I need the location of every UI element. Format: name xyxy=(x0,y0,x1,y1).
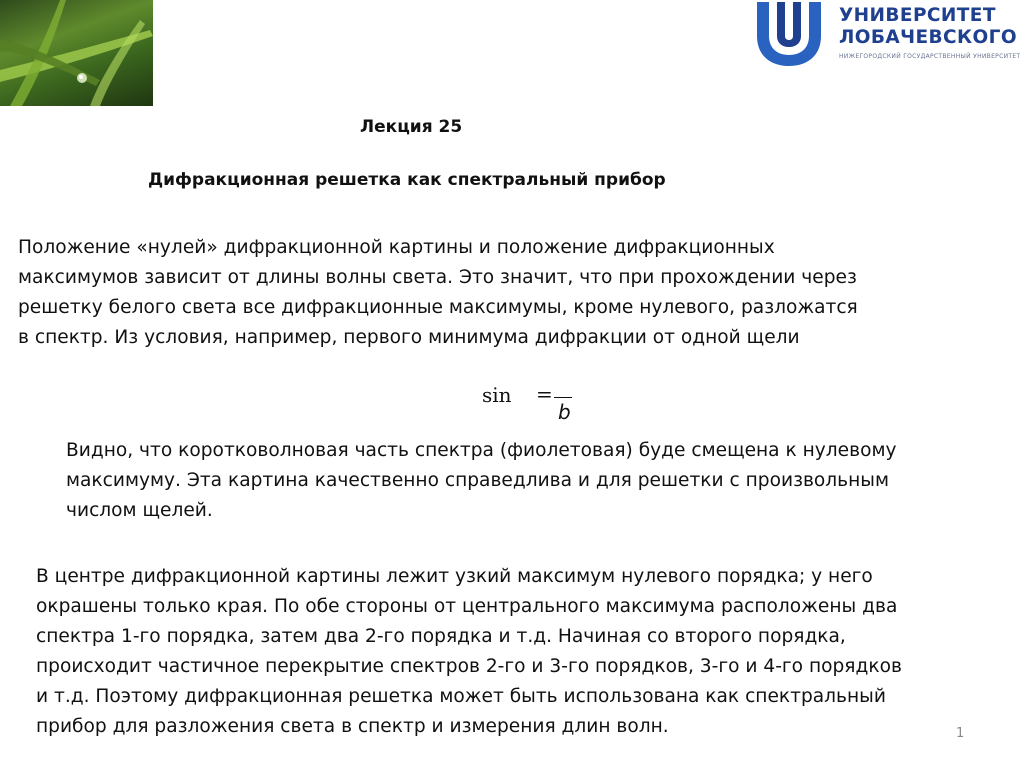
university-logo xyxy=(753,0,1021,70)
formula xyxy=(482,380,592,430)
formula-denominator: b xyxy=(558,400,571,424)
formula-equals: = xyxy=(536,382,553,406)
paragraph-2: Видно, что коротковолновая часть спектра (фиолетовая) буде смещена к нулевому максимуму. Эта картина качественно справедлива и для решетки с произвольным числом щелей. xyxy=(66,440,897,521)
paragraph-1: Положение «нулей» дифракционной картины и положение дифракционных максимумов зависит от длины волны света. Это значит, что при прохождении через решетку белого света все дифракционные максимумы, кроме нулевого, разложатся в спектр. Из условия, например, первого минимума дифракции от одной щели xyxy=(18,237,858,348)
paragraph-3: В центре дифракционной картины лежит узкий максимум нулевого порядка; у него окрашены только края. По обе стороны от центрального максимума расположены два спектра 1-го порядка, затем два 2-го порядка и т.д. Начиная со второго порядка, происходит частичное перекрытие спектров 2-го и 3-го порядков, 3-го и 4-го порядков и т.д. Поэтому дифракционная решетка может быть использована как спектральный прибор для разложения света в спектр и измерения длин волн. xyxy=(36,566,902,737)
logo-subtitle: НИЖЕГОРОДСКИЙ ГОСУДАРСТВЕННЫЙ УНИВЕРСИТЕТ xyxy=(839,53,1021,60)
slide-title: Дифракционная решетка как спектральный прибор xyxy=(148,170,666,190)
grass-photo xyxy=(0,0,153,106)
university-emblem-icon xyxy=(753,0,825,68)
page-number: 1 xyxy=(956,726,965,741)
logo-line-1: УНИВЕРСИТЕТ xyxy=(839,5,996,26)
lecture-number: Лекция 25 xyxy=(360,117,463,137)
formula-fraction-bar xyxy=(554,397,572,398)
grass-image xyxy=(0,0,153,106)
formula-sin: sin xyxy=(482,383,512,407)
logo-line-2: ЛОБАЧЕВСКОГО xyxy=(839,27,1017,48)
